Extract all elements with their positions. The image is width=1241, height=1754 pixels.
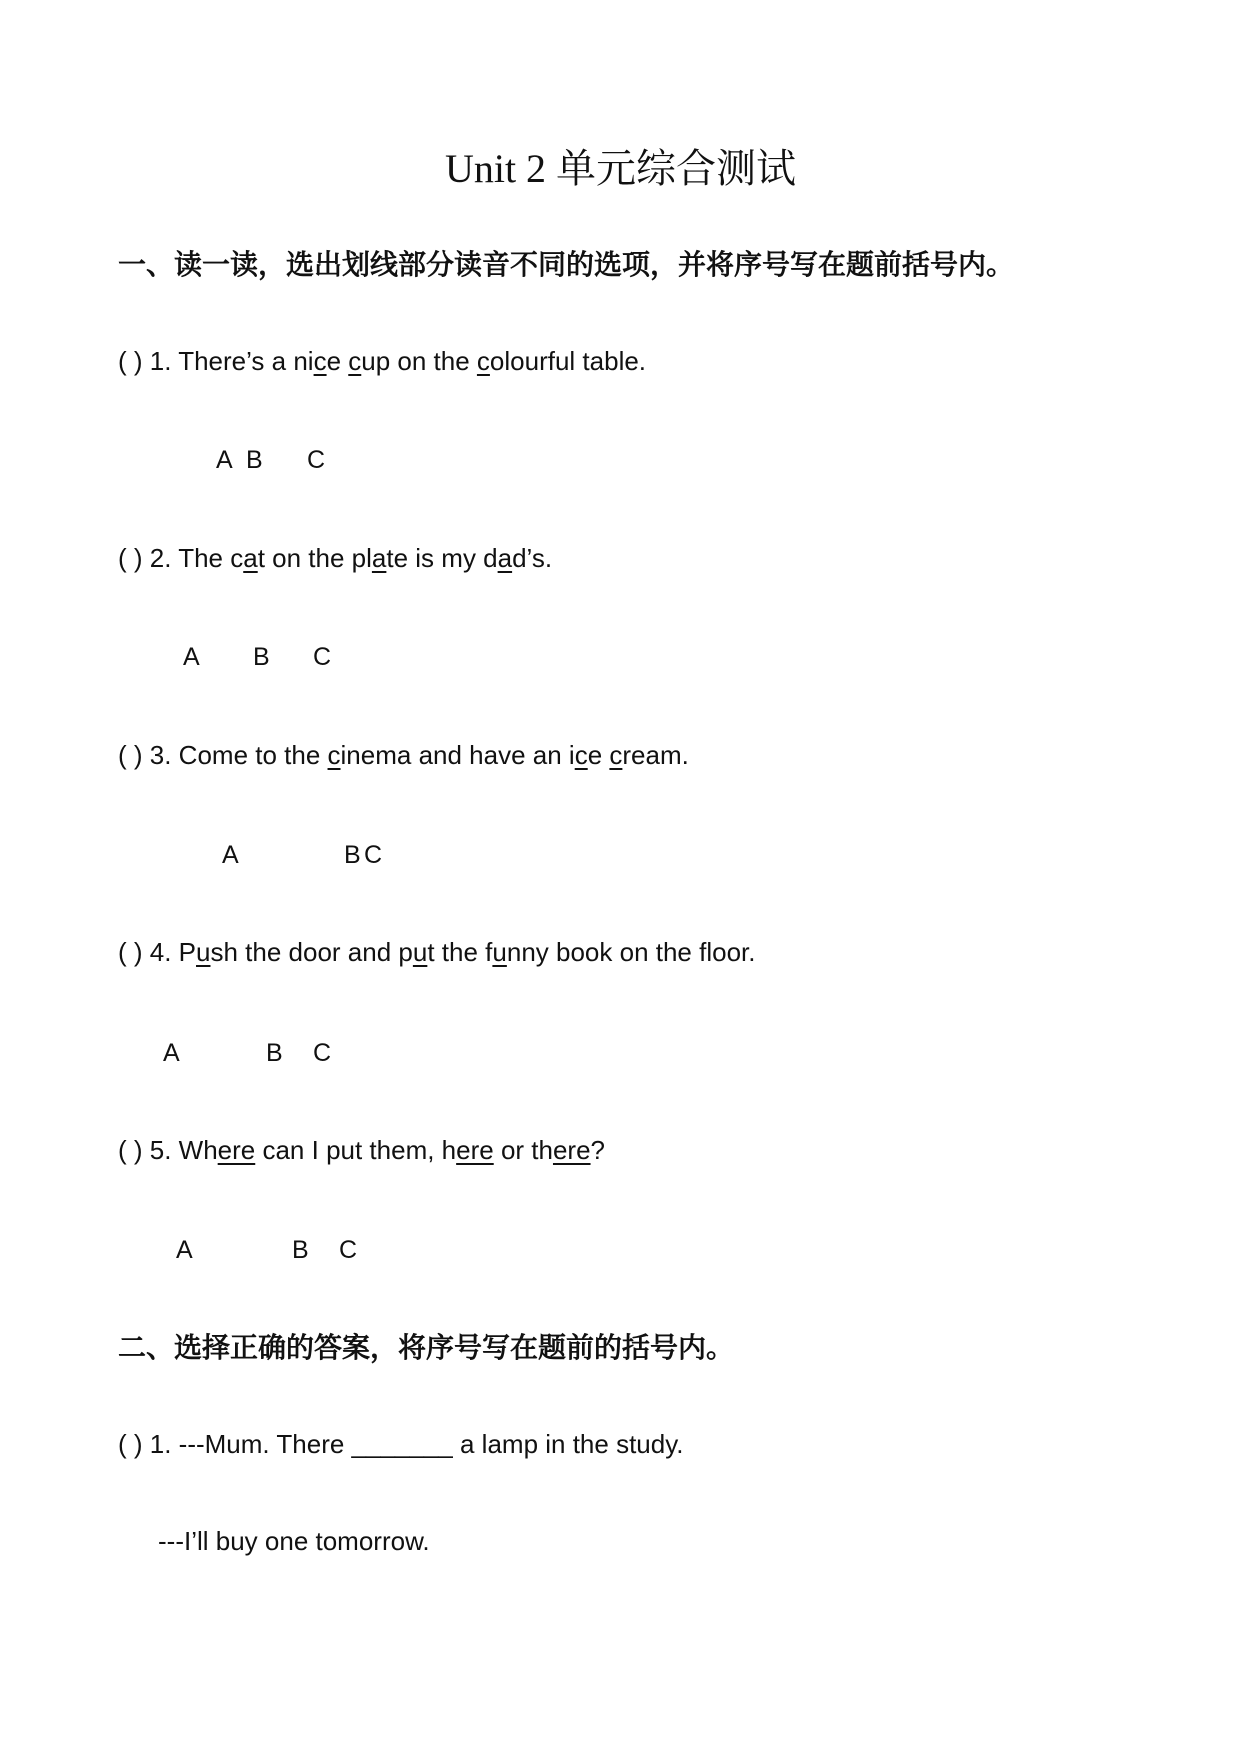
q4-option-b: B <box>266 1039 283 1067</box>
question-1-4: ( ) 4. Push the door and put the funny book on the floor. <box>118 937 756 967</box>
page-title: Unit 2 单元综合测试 <box>444 146 797 191</box>
q3-option-b: B <box>344 841 361 869</box>
q5-option-a: A <box>176 1236 193 1264</box>
q1-option-a: A <box>216 446 233 474</box>
question-1-5: ( ) 5. Where can I put them, here or there? <box>118 1135 606 1165</box>
q2-option-c: C <box>313 643 332 671</box>
q3-option-a: A <box>222 841 239 869</box>
q1-option-b: B <box>246 446 263 474</box>
section-2-heading: 二、选择正确的答案，将序号写在题前的括号内。 <box>118 1331 735 1364</box>
q2-option-b: B <box>253 643 270 671</box>
question-1-2: ( ) 2. The cat on the plate is my dad’s. <box>118 543 553 573</box>
question-1-3: ( ) 3. Come to the cinema and have an ice cream. <box>118 740 689 770</box>
section-1-heading: 一、读一读，选出划线部分读音不同的选项，并将序号写在题前括号内。 <box>118 248 1015 281</box>
q4-option-c: C <box>313 1039 332 1067</box>
question-2-1-reply: ---I’ll buy one tomorrow. <box>158 1526 430 1556</box>
q3-option-c: C <box>364 841 383 869</box>
q4-option-a: A <box>163 1039 180 1067</box>
question-2-1: ( ) 1. ---Mum. There _______ a lamp in the study. <box>118 1429 684 1459</box>
q1-option-c: C <box>307 446 326 474</box>
q5-option-b: B <box>292 1236 309 1264</box>
question-1-1: ( ) 1. There’s a nice cup on the colourful table. <box>118 346 647 376</box>
q2-option-a: A <box>183 643 200 671</box>
q5-option-c: C <box>339 1236 358 1264</box>
